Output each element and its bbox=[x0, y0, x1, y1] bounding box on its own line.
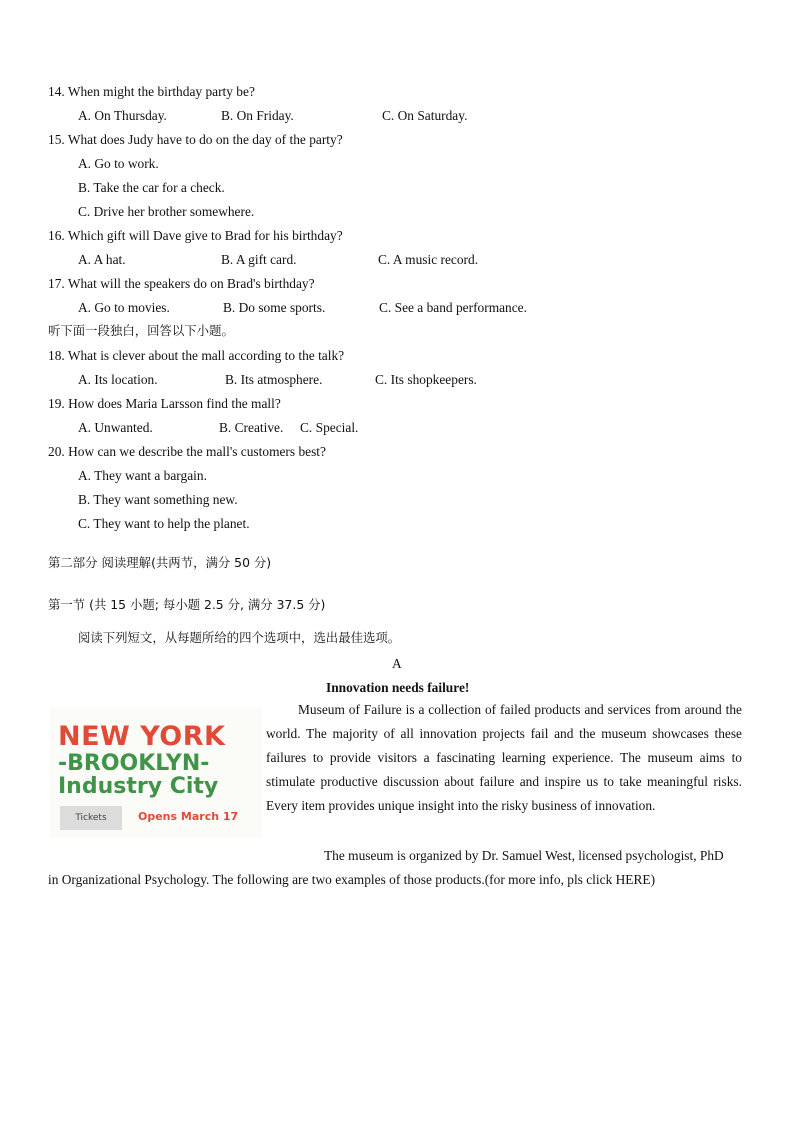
q20-option-b: B. They want something new. bbox=[78, 492, 238, 507]
q19-option-c: C. Special. bbox=[300, 420, 359, 435]
q15-option-c: C. Drive her brother somewhere. bbox=[78, 204, 255, 219]
question-16: 16. Which gift will Dave give to Brad for his birthday? bbox=[48, 228, 343, 243]
q20-option-a: A. They want a bargain. bbox=[78, 468, 207, 483]
q14-option-a: A. On Thursday. bbox=[78, 108, 167, 123]
q14-option-c: C. On Saturday. bbox=[382, 108, 468, 123]
poster-line-3: Industry City bbox=[58, 774, 219, 799]
poster-opens-date: Opens March 17 bbox=[138, 810, 239, 823]
q16-option-a: A. A hat. bbox=[78, 252, 126, 267]
poster-line-1: NEW YORK bbox=[58, 721, 226, 752]
passage-paragraph-1: Museum of Failure is a collection of failed products and services from around the world. The majority of all innovation projects fail and the museum showcases these failures to provide visitors a fascinating learning experience. The museum aims to stimulate productive discussion about failure and inspire us to take meaningful risks. Every item provides unique insight into the risky business of innovation. bbox=[266, 702, 742, 813]
q16-option-c: C. A music record. bbox=[378, 252, 479, 267]
question-15: 15. What does Judy have to do on the day of the party? bbox=[48, 132, 343, 147]
reading-instruction: 阅读下列短文，从每题所给的四个选项中，选出最佳选项。 bbox=[78, 630, 401, 645]
q15-option-b: B. Take the car for a check. bbox=[78, 180, 225, 195]
q19-option-a: A. Unwanted. bbox=[78, 420, 153, 435]
q20-option-c: C. They want to help the planet. bbox=[78, 516, 250, 531]
passage-letter: A bbox=[392, 656, 402, 671]
q18-option-b: B. Its atmosphere. bbox=[225, 372, 323, 387]
question-19: 19. How does Maria Larsson find the mall? bbox=[48, 396, 281, 411]
question-17: 17. What will the speakers do on Brad's birthday? bbox=[48, 276, 315, 291]
passage-paragraph-2-line-1: The museum is organized by Dr. Samuel West, licensed psychologist, PhD bbox=[324, 848, 724, 863]
poster-tickets-button: Tickets bbox=[60, 806, 122, 830]
museum-poster-image bbox=[50, 708, 262, 838]
q17-option-b: B. Do some sports. bbox=[223, 300, 326, 315]
passage-title: Innovation needs failure! bbox=[326, 680, 470, 695]
q14-option-b: B. On Friday. bbox=[221, 108, 294, 123]
part-heading: 第二部分 阅读理解(共两节，满分 50 分) bbox=[48, 555, 272, 570]
q16-option-b: B. A gift card. bbox=[221, 252, 297, 267]
question-14: 14. When might the birthday party be? bbox=[48, 84, 255, 99]
q17-option-a: A. Go to movies. bbox=[78, 300, 170, 315]
q19-option-b: B. Creative. bbox=[219, 420, 284, 435]
q15-option-a: A. Go to work. bbox=[78, 156, 159, 171]
section-heading: 第一节 (共 15 小题; 每小题 2.5 分, 满分 37.5 分) bbox=[48, 597, 326, 612]
q17-option-c: C. See a band performance. bbox=[379, 300, 527, 315]
question-20: 20. How can we describe the mall's customers best? bbox=[48, 444, 326, 459]
question-18: 18. What is clever about the mall according to the talk? bbox=[48, 348, 345, 363]
monologue-instruction: 听下面一段独白，回答以下小题。 bbox=[48, 323, 234, 338]
poster-line-2: -BROOKLYN- bbox=[58, 751, 210, 776]
q18-option-c: C. Its shopkeepers. bbox=[375, 372, 477, 387]
q18-option-a: A. Its location. bbox=[78, 372, 158, 387]
passage-paragraph-2-line-2: in Organizational Psychology. The following are two examples of those products.(for more info, pls click HERE) bbox=[48, 872, 656, 887]
